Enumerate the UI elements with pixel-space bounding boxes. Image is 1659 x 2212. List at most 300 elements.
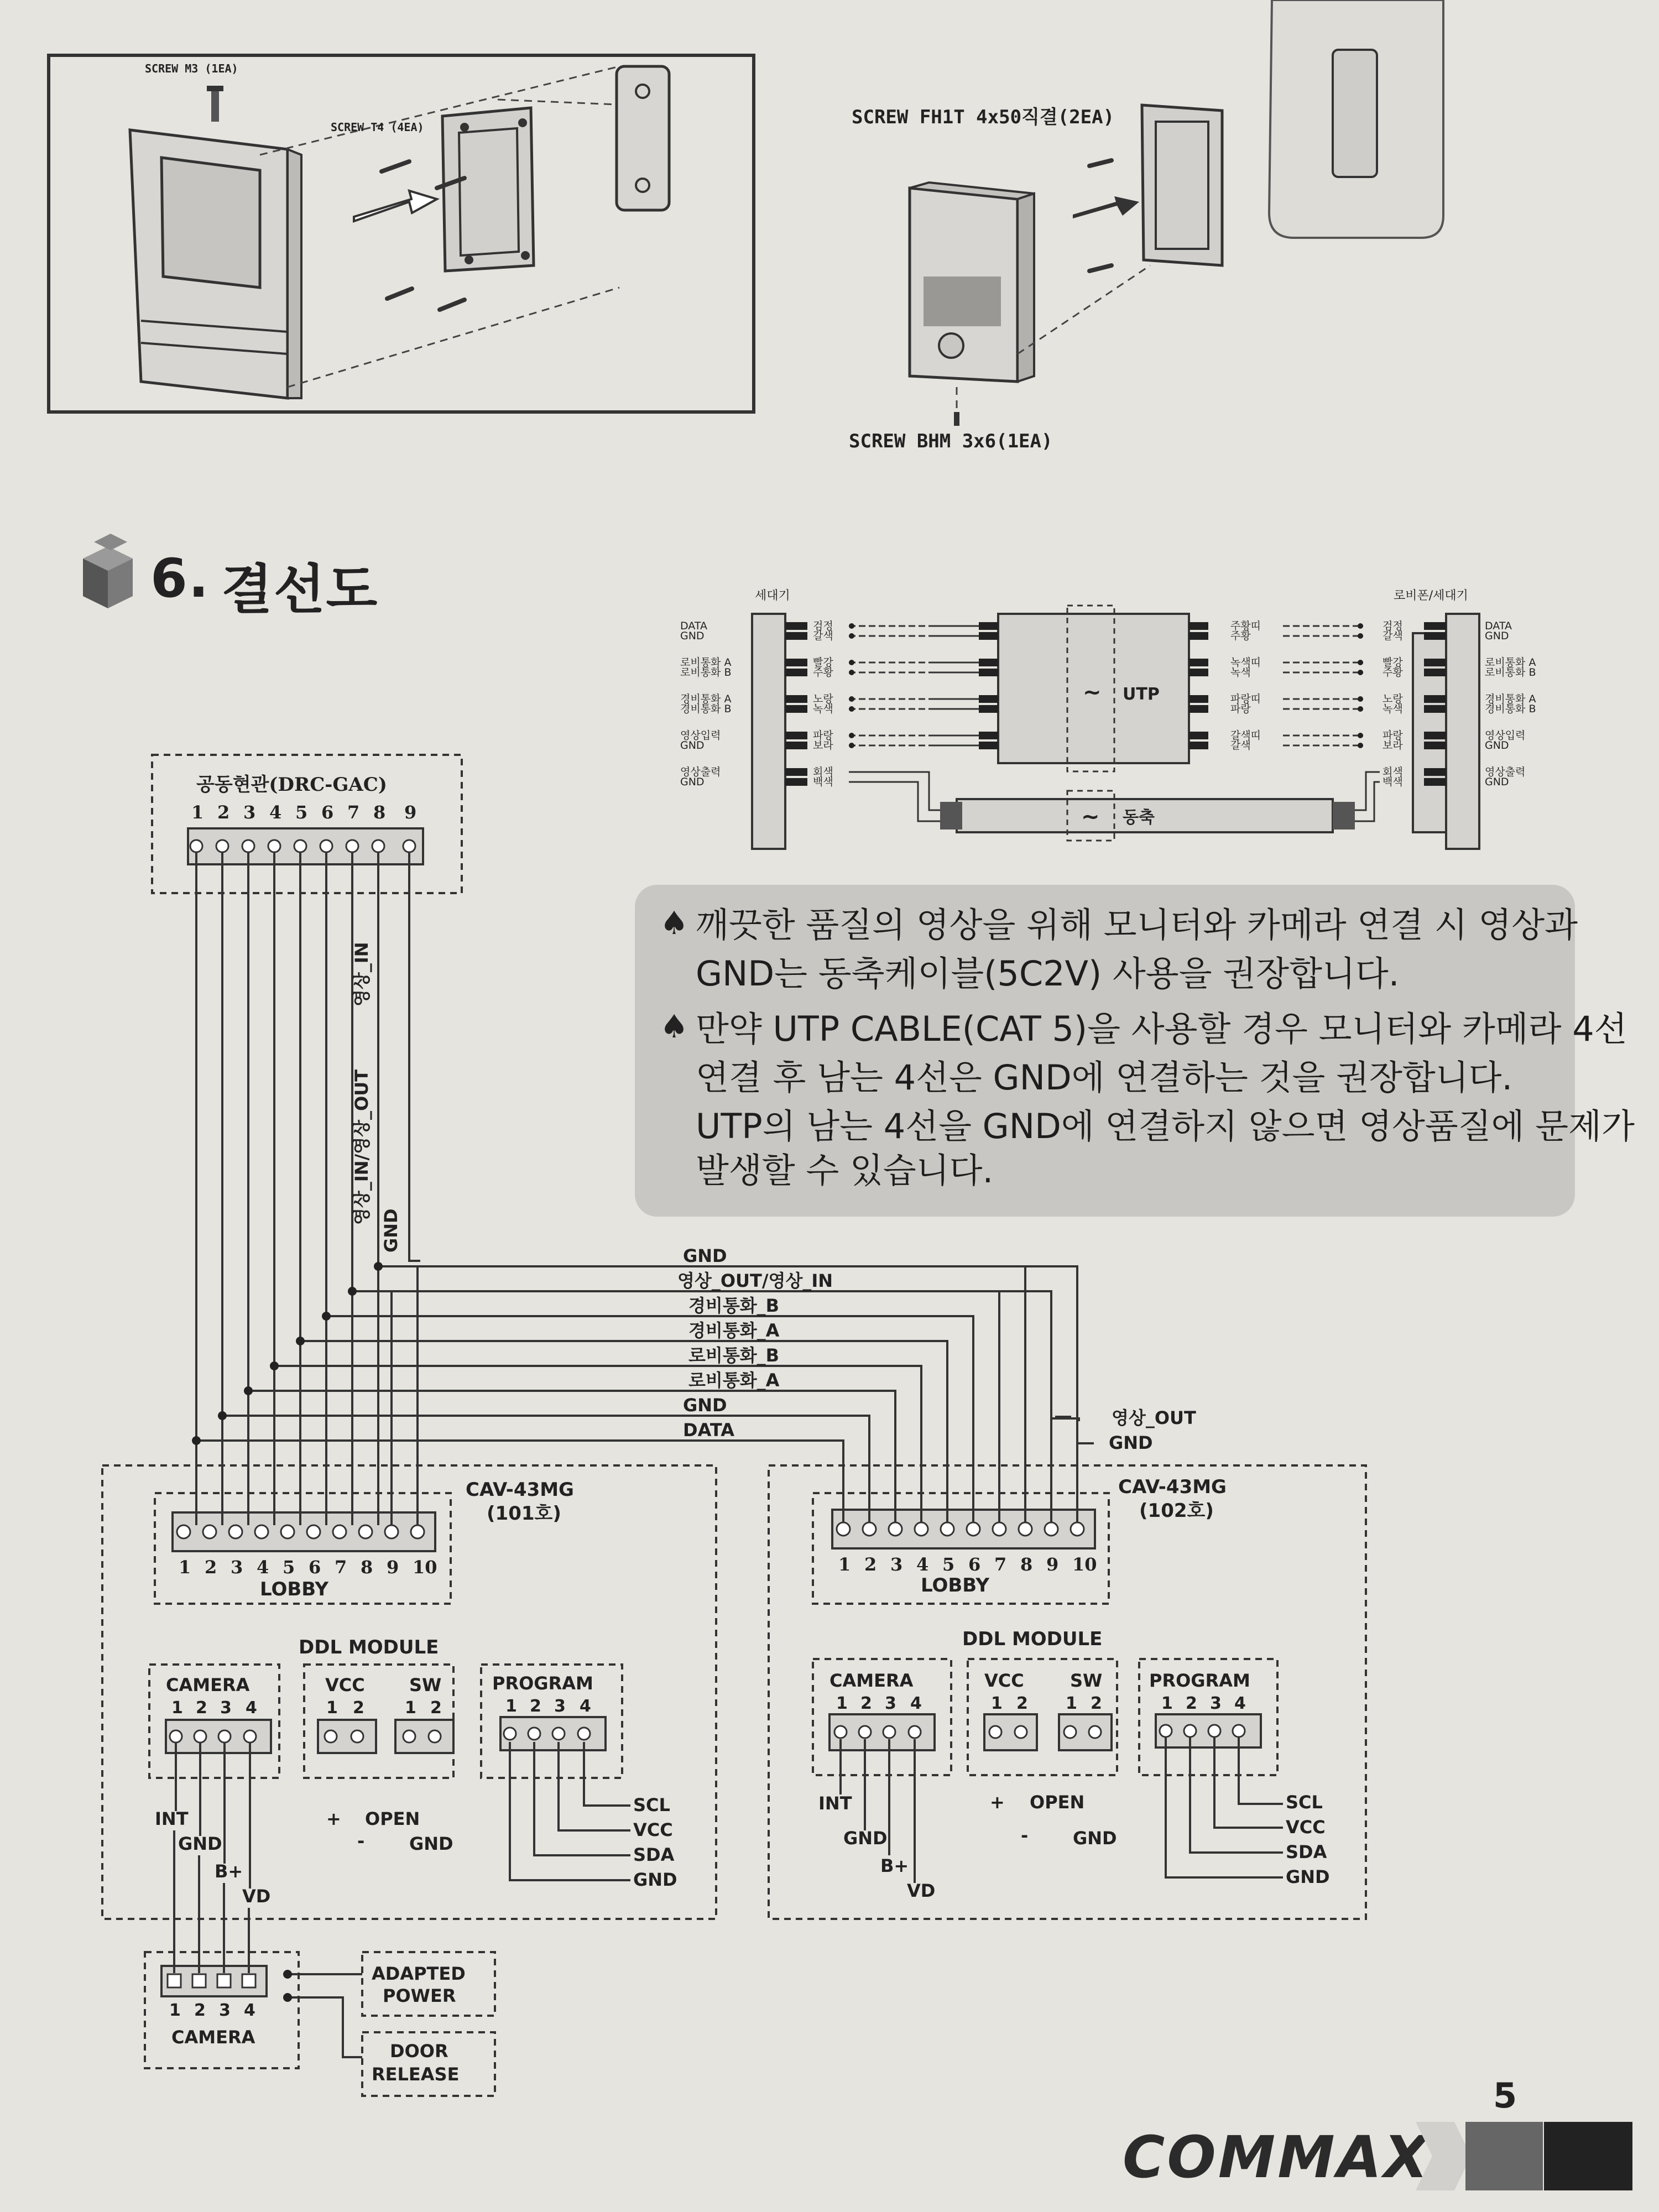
module-terminal [504, 1728, 516, 1740]
gac-terminal [190, 840, 202, 852]
utp-color: 녹색띠 [1230, 656, 1261, 669]
module-pin-number: 3 [554, 1697, 566, 1716]
module-pin-number: 3 [220, 1698, 232, 1718]
gac-pin-number: 8 [373, 802, 386, 823]
utp-pin [979, 669, 998, 676]
spade-icon: ♠ [660, 904, 688, 942]
coax-label: 동축 [1123, 808, 1155, 827]
wire-dot [1358, 706, 1363, 712]
utp-pin [1189, 622, 1208, 630]
right-gnd-label: GND [1109, 1432, 1153, 1453]
right-header: 로비폰/세대기 [1394, 589, 1468, 603]
module-pin-label: + [990, 1792, 1005, 1813]
left-label: 경비통화 B [680, 703, 732, 715]
lobby-terminal [1019, 1522, 1032, 1536]
right-label: 로비통화 A [1485, 656, 1536, 669]
junction-dot [283, 1970, 292, 1979]
wire-dot [1358, 696, 1363, 702]
lobby-label: LOBBY [921, 1574, 989, 1597]
module-terminal [859, 1726, 871, 1738]
module-pin-number: 1 [405, 1698, 416, 1718]
right-label: 영상입력 [1485, 729, 1526, 742]
lobby-terminal [281, 1525, 294, 1538]
lobby-pin-number: 1 [838, 1554, 851, 1575]
lobby-pin-number: 6 [968, 1554, 981, 1575]
lobby-pin-number: 4 [257, 1557, 269, 1578]
module-terminal [170, 1730, 182, 1743]
right-video-out-label: 영상_OUT [1112, 1407, 1196, 1428]
unit1-model: CAV-43MG [466, 1479, 574, 1501]
module-pin-label: VD [242, 1886, 271, 1907]
module-terminal [1089, 1726, 1101, 1738]
lobby-pin-number: 2 [864, 1554, 877, 1575]
lobby-terminal [333, 1525, 346, 1538]
left-header: 세대기 [755, 589, 790, 603]
module-terminal [429, 1730, 441, 1743]
module-pin-label: VCC [633, 1819, 673, 1840]
camera-label: CAMERA [171, 2027, 255, 2048]
bus-label: 로비통화_B [688, 1345, 780, 1366]
module-pin-number: 2 [1091, 1694, 1102, 1713]
gac-terminal [294, 840, 306, 852]
right-pin [1424, 705, 1446, 713]
module-pin-label: OPEN [1030, 1792, 1085, 1813]
lobby-terminal [915, 1522, 928, 1536]
utp-color: 녹색 [1230, 666, 1251, 679]
lobby-terminal [411, 1525, 424, 1538]
right-label: DATA [1485, 620, 1512, 632]
gac-terminal [242, 840, 254, 852]
gac-terminal [320, 840, 332, 852]
module-terminal [909, 1726, 921, 1738]
lobby-pin-number: 5 [283, 1557, 295, 1578]
utp-pin [1189, 695, 1208, 703]
gac-pin-number: 5 [295, 802, 308, 823]
module-header: SW [409, 1674, 442, 1695]
lobby-terminal [203, 1525, 216, 1538]
lobby-terminal [889, 1522, 902, 1536]
left-color: 녹색 [813, 703, 833, 715]
unit1-room: (101호) [487, 1503, 561, 1525]
note-line-4: 연결 후 남는 4선은 GND에 연결하는 것을 권장합니다. [696, 1057, 1513, 1098]
wire-dot [849, 660, 854, 665]
gac-wire [409, 853, 420, 1261]
right-pin [1424, 632, 1446, 640]
module-pin-number: 1 [505, 1697, 517, 1716]
lobby-terminal [1045, 1522, 1058, 1536]
note-line-3: 만약 UTP CABLE(CAT 5)을 사용할 경우 모니터와 카메라 4선 [696, 1009, 1627, 1049]
left-color: 갈색 [813, 630, 833, 642]
module-terminal [1064, 1726, 1076, 1738]
module-pin-label: B+ [215, 1861, 243, 1882]
lobby-terminal [229, 1525, 242, 1538]
lobby-terminal [993, 1522, 1006, 1536]
video-out-wire [1051, 1418, 1079, 1522]
screw-fh1t-label: SCREW FH1T 4x50직결(2EA) [852, 106, 1115, 128]
module-pin-number: 2 [1016, 1694, 1028, 1713]
vertical-label-gnd: GND [380, 1208, 401, 1253]
left-pin [785, 632, 807, 640]
program-wire [1166, 1738, 1283, 1877]
gac-terminal [403, 840, 415, 852]
module-terminal [1208, 1725, 1220, 1737]
module-terminal [578, 1728, 590, 1740]
brand-bars [1416, 2121, 1637, 2193]
brand-logo: COMMAX [1123, 2124, 1431, 2191]
screw-fh1t-illustrations [1089, 160, 1112, 271]
utp-pin [1189, 669, 1208, 676]
lobby-pin-number: 6 [309, 1557, 321, 1578]
right-color: 백색 [1383, 776, 1403, 788]
lobby-pin-number: 9 [1046, 1554, 1059, 1575]
bus-wire [300, 1341, 947, 1522]
right-label: 경비통화 A [1485, 693, 1536, 705]
right-label: 영상출력 [1485, 766, 1526, 778]
wire-dot [1358, 623, 1363, 629]
lobby-pin-number: 3 [890, 1554, 903, 1575]
bus-wire [274, 1366, 921, 1522]
module-terminal [528, 1728, 540, 1740]
unit2-room: (102호) [1139, 1500, 1214, 1522]
program-wire [534, 1742, 630, 1855]
camera-terminal [242, 1974, 255, 1987]
camera-pin-number: 1 [169, 2001, 181, 2020]
left-label: GND [680, 776, 705, 788]
right-color: 보라 [1383, 739, 1403, 752]
module-pin-number: 1 [1066, 1694, 1077, 1713]
ddl-module-label: DDL MODULE [962, 1628, 1103, 1650]
bus-wire [248, 1391, 895, 1522]
left-label: GND [680, 630, 705, 642]
section-number: 6. [150, 547, 210, 609]
module-pin-label: GND [633, 1869, 677, 1890]
gac-pin-number: 1 [191, 802, 204, 823]
left-color: 주황 [813, 666, 833, 679]
right-pin [1424, 695, 1446, 703]
adapted-power-label: POWER [383, 1985, 456, 2006]
lobby-pin-number: 4 [916, 1554, 929, 1575]
lobby-terminal [255, 1525, 268, 1538]
right-color: 녹색 [1383, 703, 1403, 715]
camera-terminal [168, 1974, 181, 1987]
lobby-pin-number: 2 [205, 1557, 217, 1578]
note-line-6: 발생할 수 있습니다. [696, 1150, 994, 1191]
module-pin-label: INT [818, 1793, 852, 1814]
module-pin-number: 4 [246, 1698, 257, 1718]
left-label: 영상입력 [680, 729, 721, 742]
right-color: 빨강 [1383, 656, 1403, 669]
lobby-terminal [359, 1525, 372, 1538]
right-color: 회색 [1383, 766, 1403, 778]
note-line-2: GND는 동축케이블(5C2V) 사용을 권장합니다. [696, 953, 1400, 994]
module-pin-label: B+ [880, 1855, 909, 1876]
utp-pin [979, 695, 998, 703]
gac-terminal [268, 840, 280, 852]
right-label: GND [1485, 739, 1509, 752]
utp-label: UTP [1123, 685, 1160, 704]
left-label: 로비통화 A [680, 656, 732, 669]
coax-tilde: ~ [1081, 804, 1100, 830]
left-pin [785, 669, 807, 676]
utp-pin [979, 705, 998, 713]
wire-dot [849, 623, 854, 629]
wire-dot [849, 706, 854, 712]
left-pin [785, 659, 807, 666]
page-number: 5 [1493, 2075, 1517, 2116]
utp-color: 주황띠 [1230, 620, 1261, 632]
bus-label: DATA [683, 1420, 734, 1441]
junction-dot [296, 1337, 305, 1345]
junction-dot [244, 1386, 253, 1395]
lobby-terminal [941, 1522, 954, 1536]
module-terminal [1233, 1725, 1245, 1737]
program-wire [1214, 1738, 1283, 1828]
bus-wire [352, 1291, 999, 1522]
utp-pin [1189, 659, 1208, 666]
module-header: SW [1070, 1670, 1103, 1691]
left-color: 보라 [813, 739, 833, 752]
module-pin-number: 2 [430, 1698, 442, 1718]
right-color: 갈색 [1383, 630, 1403, 642]
program-wire [584, 1742, 630, 1806]
gac-terminal [372, 840, 384, 852]
right-color: 파랑 [1383, 729, 1403, 742]
wire-dot [849, 633, 854, 639]
gac-title: 공동현관(DRC-GAC) [196, 774, 387, 796]
left-pin [785, 695, 807, 703]
wall-box-illustration [617, 66, 669, 210]
door-release-label: RELEASE [372, 2064, 460, 2085]
module-pin-label: VCC [1286, 1817, 1326, 1838]
junction-dot [348, 1287, 357, 1296]
left-color: 빨강 [813, 656, 833, 669]
gac-pin-number: 6 [321, 802, 334, 823]
module-terminal [403, 1730, 415, 1743]
left-label: 영상출력 [680, 766, 721, 778]
utp-pin [979, 632, 998, 640]
left-color: 파랑 [813, 729, 833, 742]
bus-label: GND [683, 1245, 727, 1266]
lobby-terminal [837, 1522, 850, 1536]
module-pin-number: 2 [353, 1698, 364, 1718]
module-pin-number: 1 [991, 1694, 1003, 1713]
module-pin-number: 3 [885, 1694, 896, 1713]
section-title: 결선도 [221, 559, 379, 620]
utp-color: 파랑띠 [1230, 693, 1261, 705]
lobby-label: LOBBY [260, 1578, 328, 1600]
junction-dot [283, 1993, 292, 2002]
left-color: 회색 [813, 766, 833, 778]
wire-dot [1358, 660, 1363, 665]
note-line-5: UTP의 남는 4선을 GND에 연결하지 않으면 영상품질에 문제가 [696, 1106, 1635, 1146]
right-pin [1424, 659, 1446, 666]
door-bracket-illustration [1142, 105, 1222, 265]
module-terminal [1160, 1725, 1172, 1737]
right-color: 노랑 [1383, 693, 1403, 705]
bus-label: 로비통화_A [688, 1370, 780, 1391]
arrow-icon [1073, 196, 1139, 218]
module-terminal [351, 1730, 363, 1743]
adapted-power-label: ADAPTED [372, 1963, 466, 1984]
junction-dot [218, 1411, 227, 1420]
camera-pin-number: 3 [219, 2001, 231, 2020]
module-pin-label: GND [1073, 1828, 1117, 1849]
module-header: CAMERA [166, 1674, 250, 1695]
lobby-pin-number: 3 [231, 1557, 243, 1578]
module-pin-number: 1 [171, 1698, 183, 1718]
module-terminal [989, 1726, 1001, 1738]
lobby-terminal [1071, 1522, 1084, 1536]
left-pin [785, 622, 807, 630]
vertical-label-video-inout: 영상_IN/영상_OUT [351, 1069, 372, 1225]
module-pin-label: + [326, 1808, 341, 1829]
wire-dot [1358, 670, 1363, 675]
utp-pin [1189, 705, 1208, 713]
module-pin-number: 4 [580, 1697, 591, 1716]
screw-m3-label: SCREW M3 (1EA) [145, 62, 238, 75]
module-pin-label: GND [409, 1833, 453, 1854]
spade-icon: ♠ [660, 1008, 688, 1045]
right-label: 경비통화 B [1485, 703, 1536, 715]
lobby-pin-number: 7 [335, 1557, 347, 1578]
door-release-label: DOOR [390, 2041, 448, 2062]
lobby-pin-number: 10 [413, 1557, 437, 1578]
gac-pin-number: 4 [269, 802, 282, 823]
junction-dot [374, 1262, 383, 1271]
bus-wire [326, 1316, 973, 1522]
wire-dot [849, 670, 854, 675]
gac-pin-number: 9 [404, 802, 417, 823]
door-camera-illustration [910, 182, 1034, 382]
module-terminal [1184, 1725, 1196, 1737]
left-label: 경비통화 A [680, 693, 732, 705]
left-pin [785, 705, 807, 713]
module-header: VCC [325, 1674, 365, 1695]
installation-illustrations [0, 0, 1659, 498]
module-pin-number: 1 [1161, 1694, 1173, 1713]
lobby-terminal [863, 1522, 876, 1536]
module-pin-label: GND [1286, 1866, 1330, 1887]
utp-color: 갈색 [1230, 739, 1251, 752]
module-pin-label: SDA [633, 1844, 675, 1865]
bus-label: 경비통화_A [688, 1320, 780, 1341]
lobby-pin-number: 5 [942, 1554, 955, 1575]
lobby-terminal [177, 1525, 190, 1538]
module-pin-number: 2 [196, 1698, 207, 1718]
module-pin-label: - [1021, 1825, 1029, 1846]
module-terminal [325, 1730, 337, 1743]
module-header: VCC [984, 1670, 1024, 1691]
screw-bhm-illustration [954, 412, 959, 426]
module-pin-label: SCL [633, 1794, 670, 1815]
bus-label: GND [683, 1395, 727, 1416]
utp-pin [979, 659, 998, 666]
gac-pin-number: 2 [217, 802, 230, 823]
program-wire [1190, 1738, 1283, 1853]
module-pin-label: GND [178, 1833, 222, 1854]
vertical-label-video-in: 영상_IN [351, 942, 372, 1006]
module-header: PROGRAM [1149, 1670, 1250, 1691]
module-pin-number: 2 [530, 1697, 541, 1716]
ddl-module-label: DDL MODULE [299, 1636, 439, 1658]
module-terminal [218, 1730, 231, 1743]
gac-pin-number: 3 [243, 802, 256, 823]
module-pin-number: 4 [910, 1694, 922, 1713]
program-wire [510, 1742, 630, 1880]
module-pin-number: 1 [836, 1694, 848, 1713]
camera-terminal [192, 1974, 206, 1987]
left-label: DATA [680, 620, 707, 632]
left-label: 로비통화 B [680, 666, 732, 679]
module-pin-label: SCL [1286, 1792, 1323, 1813]
wire-dot [849, 696, 854, 702]
unit2-model: CAV-43MG [1118, 1476, 1227, 1498]
right-label: 로비통화 B [1485, 666, 1536, 679]
lobby-pin-number: 8 [361, 1557, 373, 1578]
camera-pin-number: 2 [194, 2001, 206, 2020]
module-terminal [244, 1730, 256, 1743]
monitor-illustration [130, 130, 301, 398]
module-pin-number: 4 [1234, 1694, 1246, 1713]
junction-dot [322, 1312, 331, 1321]
module-pin-number: 2 [1186, 1694, 1197, 1713]
module-pin-number: 1 [326, 1698, 338, 1718]
mounting-bracket-illustration [442, 108, 534, 271]
module-pin-label: - [357, 1830, 365, 1851]
right-pin [1424, 622, 1446, 630]
utp-tilde: ~ [1083, 680, 1102, 705]
module-terminal [1015, 1726, 1027, 1738]
bus-label: 경비통화_B [688, 1295, 780, 1316]
right-color: 검정 [1383, 620, 1403, 632]
module-terminal [194, 1730, 206, 1743]
module-pin-label: OPEN [365, 1808, 420, 1829]
utp-pin [1189, 632, 1208, 640]
screw-t4-label: SCREW T4 (4EA) [331, 121, 424, 134]
lobby-pin-number: 1 [179, 1557, 191, 1578]
utp-color: 주황 [1230, 630, 1251, 642]
lobby-terminal [307, 1525, 320, 1538]
section-cube-icon [72, 531, 144, 614]
program-wire [559, 1742, 630, 1830]
lobby-terminal [967, 1522, 980, 1536]
screw-bhm-label: SCREW BHM 3x6(1EA) [849, 430, 1053, 452]
module-pin-label: SDA [1286, 1841, 1327, 1863]
left-color: 노랑 [813, 693, 833, 705]
module-pin-label: INT [155, 1808, 189, 1829]
gac-terminal [346, 840, 358, 852]
module-terminal [883, 1726, 895, 1738]
module-pin-label: GND [843, 1828, 888, 1849]
lobby-pin-number: 7 [994, 1554, 1007, 1575]
lobby-pin-number: 9 [387, 1557, 399, 1578]
screw-m3-illustration [207, 86, 223, 122]
lobby-terminal [385, 1525, 398, 1538]
gac-pin-number: 7 [347, 802, 360, 823]
utp-pin [979, 622, 998, 630]
main-wiring-diagram [0, 719, 1659, 2101]
module-pin-number: 3 [1210, 1694, 1222, 1713]
utp-color: 파랑 [1230, 703, 1251, 715]
module-pin-label: VD [907, 1880, 936, 1901]
junction-dot [270, 1361, 279, 1370]
wire-dot [1358, 633, 1363, 639]
left-label: GND [680, 739, 705, 752]
camera-terminal [217, 1974, 231, 1987]
utp-color: 갈색띠 [1230, 729, 1261, 742]
bus-label: 영상_OUT/영상_IN [677, 1270, 833, 1291]
lobby-pin-number: 10 [1072, 1554, 1097, 1575]
